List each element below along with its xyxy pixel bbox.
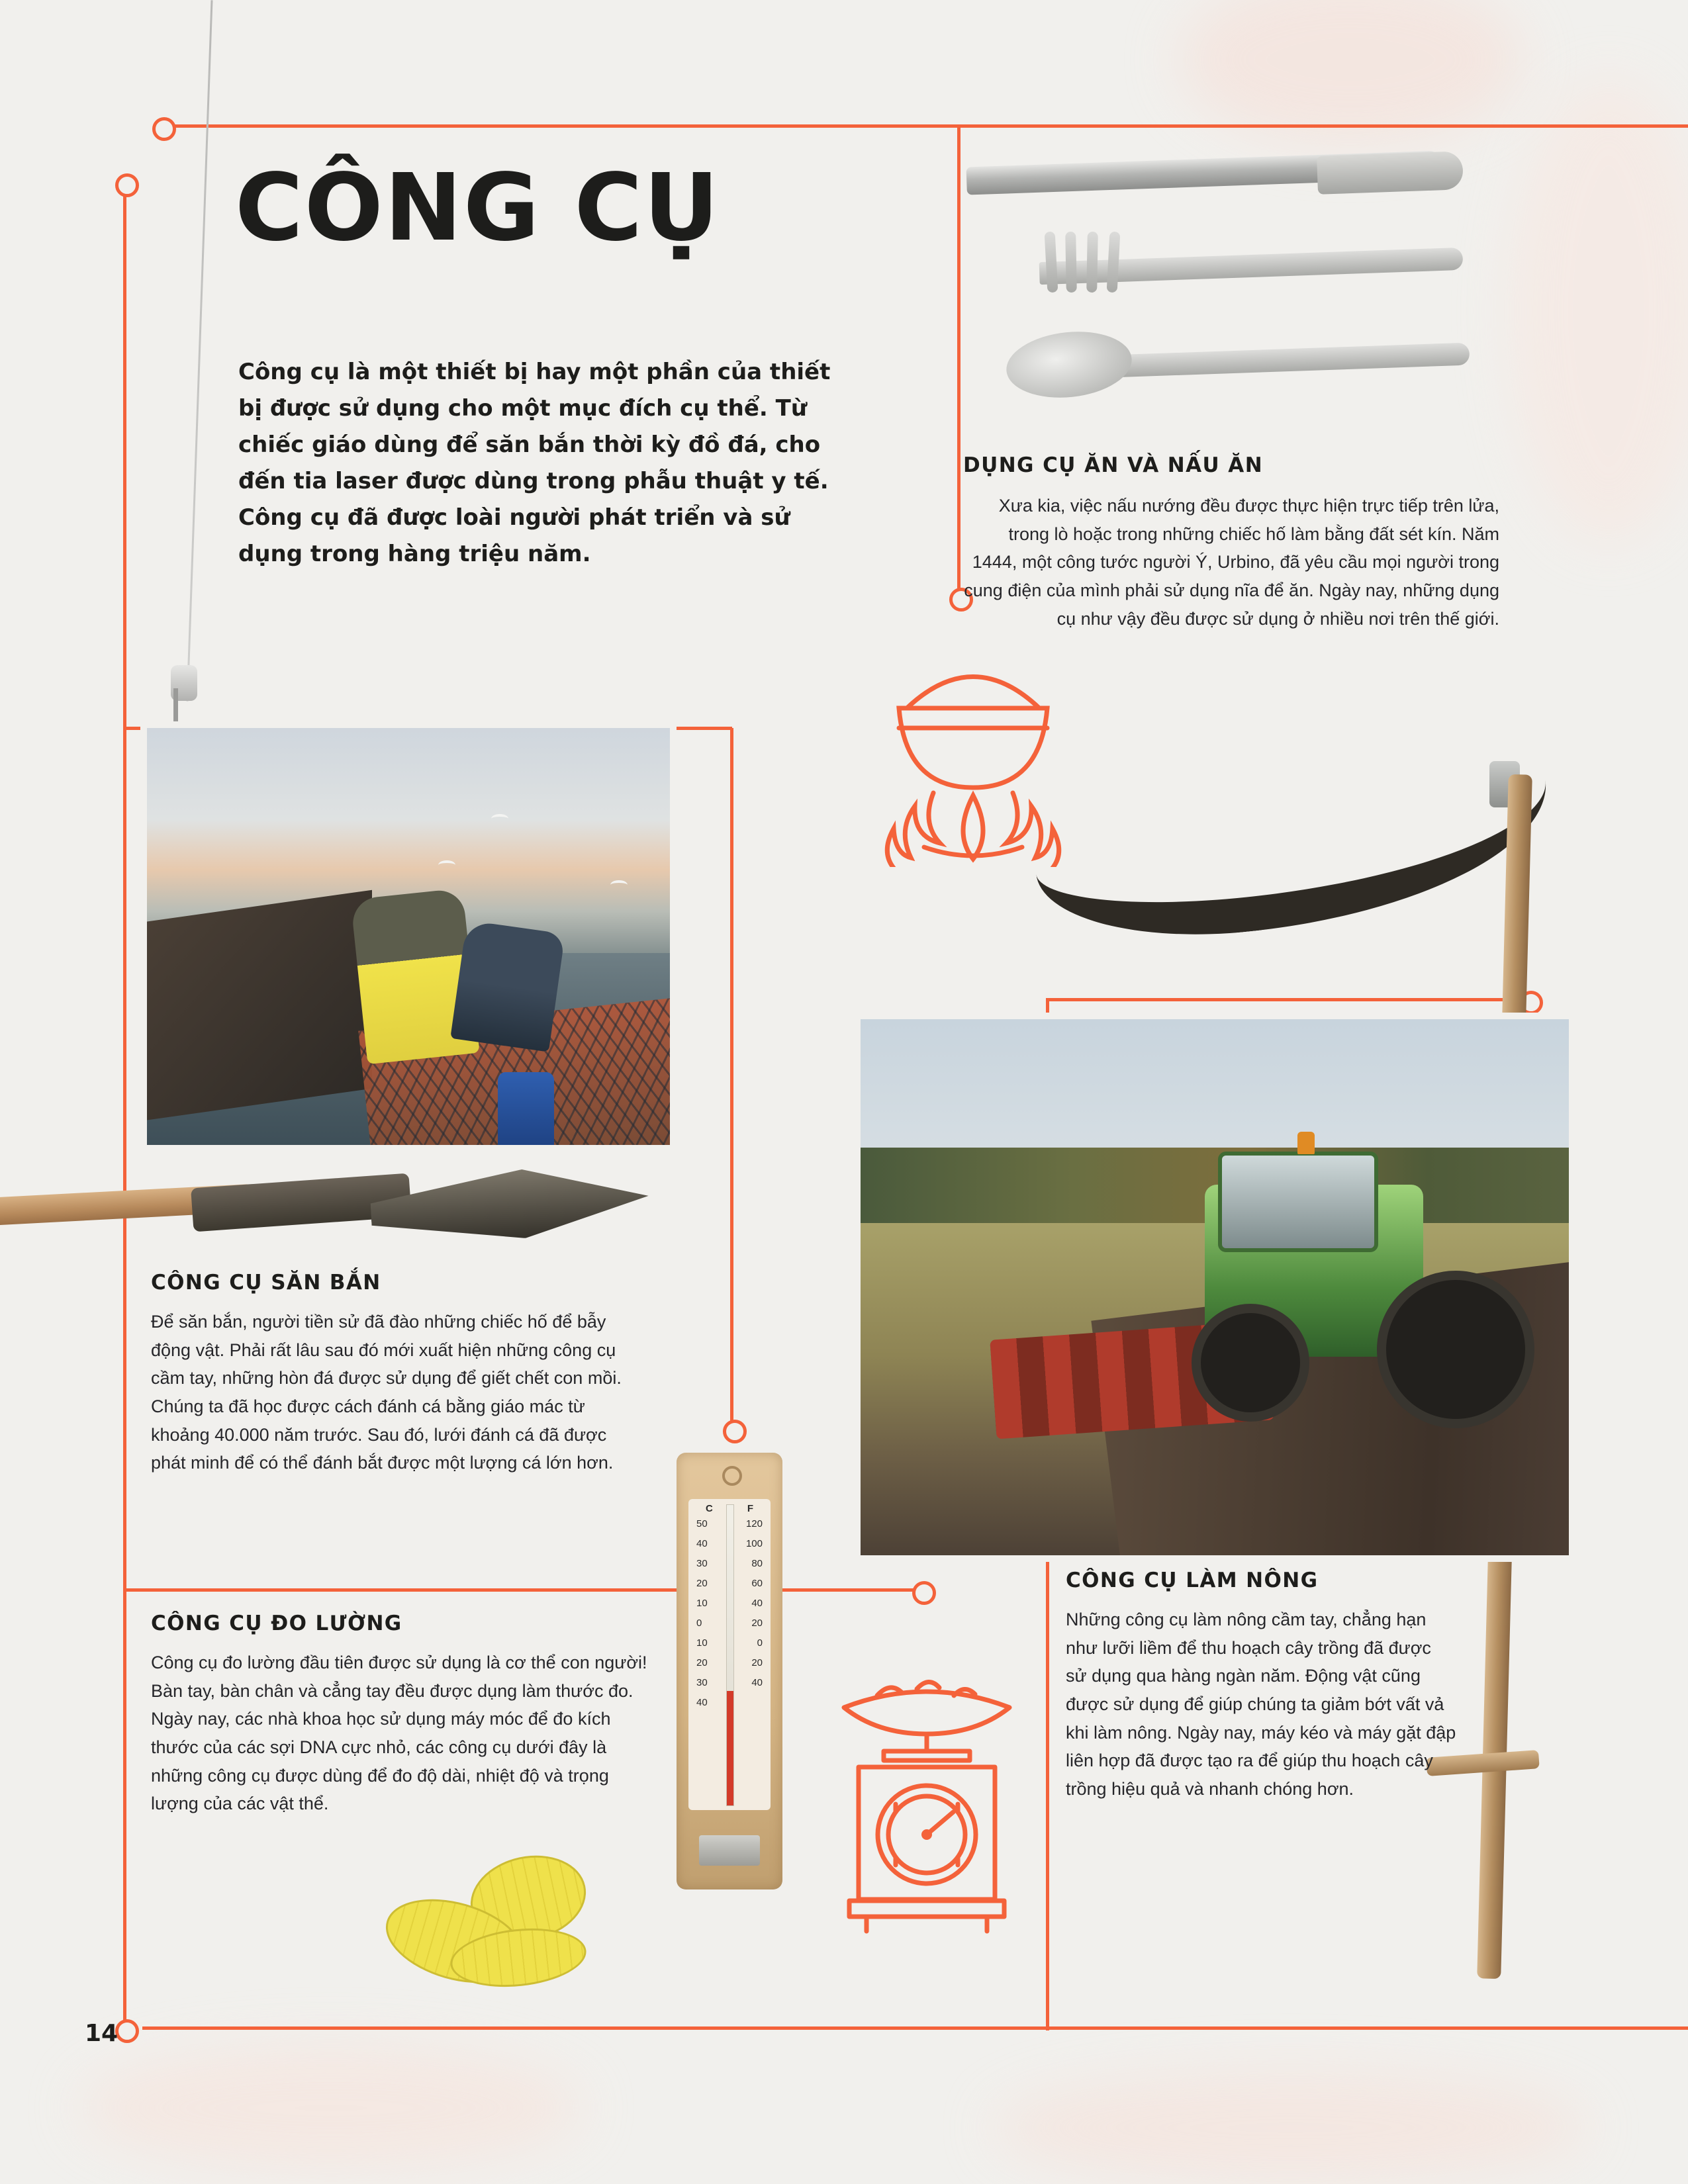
thermometer [677, 1453, 782, 1889]
page-title: CÔNG CỤ [235, 154, 721, 262]
frame-dot-left-upper [115, 173, 139, 197]
frame-dot-measuring [912, 1581, 936, 1605]
tractor-cab [1218, 1152, 1378, 1252]
section-farming [1066, 1569, 1456, 1803]
frame-line-top [169, 124, 1688, 128]
hunting-body: Để săn bắn, người tiền sử đã đào những chiếc hố để bẫy động vật. Phải rất lâu sau đó mới xuất hiện những công cụ cầm tay, những hòn đá được sử dụng để giết chết con mồi. Chúng ta đã học được cách đánh cá bằng giáo mác từ khoảng 40.000 năm trước. Sau đó, lưới đánh cá đã được phát minh để có thể đánh bắt được một lượng cá lớn hơn. [151, 1312, 622, 1473]
seagull-icon [438, 860, 455, 870]
page-number: 14 [85, 2020, 118, 2047]
fahrenheit-tick: 20 [751, 1657, 763, 1668]
measuring-body: Công cụ đo lường đầu tiên được sử dụng là cơ thể con người! Bàn tay, bàn chân và cẳng tay đều được dụng làm thước đo. Ngày nay, các nhà khoa học sử dụng máy móc để đo kích thước của các sợi DNA cực nhỏ, các công cụ dưới đây là những công cụ được dùng để đo độ dài, nhiệt độ và trọng lượng của các vật thể. [151, 1653, 647, 1814]
celsius-tick: 30 [696, 1677, 708, 1688]
celsius-tick: 20 [696, 1578, 708, 1589]
tractor-rear-wheel [1377, 1271, 1534, 1428]
frame-line-measuring [123, 1588, 921, 1592]
celsius-tick: 0 [696, 1617, 702, 1629]
section-measuring [151, 1612, 654, 1818]
cutlery-heading: DỤNG CỤ ĂN VÀ NẤU ĂN [963, 453, 1264, 477]
spear-photo [0, 1165, 682, 1251]
frame-line-center [730, 728, 733, 1426]
celsius-tick: 10 [696, 1637, 708, 1649]
frame-dot-center-bottom [723, 1420, 747, 1443]
background-wash [1178, 0, 1523, 146]
fahrenheit-tick: 40 [751, 1598, 763, 1609]
spear-head [369, 1163, 651, 1246]
tractor-front-wheel [1192, 1304, 1309, 1422]
cutlery-photo [947, 139, 1489, 424]
celsius-tick: 40 [696, 1697, 708, 1708]
seagull-icon [491, 814, 508, 823]
celsius-tick-list [696, 1518, 708, 1708]
farming-heading: CÔNG CỤ LÀM NÔNG [1066, 1569, 1319, 1592]
frame-line-farming-top [1046, 998, 1536, 1001]
tape-measure-photo [371, 1850, 589, 1995]
farming-body: Những công cụ làm nông cầm tay, chẳng hạn như lưỡi liềm để thu hoạch cây trồng đã được sử dụng qua hàng ngàn năm. Động vật cũng được sử dụng để giúp chúng ta giảm bớt vất vả khi làm nông. Ngày nay, máy kéo và máy gặt đập liên hợp đã được tạo ra để giúp thu hoạch cây trồng hiệu quả và nhanh chóng hơn. [1066, 1610, 1456, 1799]
fishermen-photo [147, 728, 670, 1145]
thermometer-foot [699, 1835, 760, 1866]
fahrenheit-tick: 120 [745, 1518, 763, 1529]
fork-tine [1065, 232, 1077, 293]
fahrenheit-tick: 0 [757, 1637, 763, 1649]
seagull-icon [610, 880, 628, 889]
fahrenheit-tick: 20 [751, 1617, 763, 1629]
frame-line-left [123, 189, 126, 2035]
background-wash [79, 2045, 583, 2171]
spoon-handle [1072, 343, 1470, 379]
frame-dot-bottom-left [115, 2019, 139, 2043]
tractor-photo [861, 1019, 1569, 1555]
fork-tine [1086, 232, 1098, 293]
knife-handle [1317, 151, 1464, 195]
intro-paragraph: Công cụ là một thiết bị hay một phần của thiết bị được sử dụng cho một mục đích cụ thể. Từ chiếc giáo dùng để săn bắn thời kỳ đồ đá, cho đến tia laser được dùng trong phẫu thuật y tế. Công cụ đã được loài người phát triển và sử dụng trong hàng triệu năm. [238, 359, 831, 568]
fishing-line [187, 0, 213, 701]
blue-buoy [498, 1072, 554, 1145]
background-wash [993, 2071, 1589, 2184]
celsius-tick: 20 [696, 1657, 708, 1668]
thermometer-unit-fahrenheit: F [747, 1503, 753, 1514]
boat-hull [147, 890, 372, 1122]
thermometer-mercury [727, 1691, 733, 1805]
frame-line-bottom [142, 2026, 1688, 2030]
section-cutlery [963, 453, 1499, 633]
fahrenheit-tick: 60 [751, 1578, 763, 1589]
fahrenheit-tick: 80 [751, 1558, 763, 1569]
fork-tine [1107, 232, 1121, 293]
background-wash [1509, 79, 1688, 543]
cutlery-body: Xưa kia, việc nấu nướng đều được thực hiện trực tiếp trên lửa, trong lò hoặc trong những chiếc hố làm bằng đất sét kín. Năm 1444, một công tước người Ý, Urbino, đã yêu cầu mọi người trong cung điện của mình phải sử dụng nĩa để ăn. Ngày nay, những dụng cụ như vậy đều được sử dụng ở nhiều nơi trên thế giới. [964, 496, 1499, 629]
fahrenheit-tick-list [746, 1518, 763, 1708]
kitchen-scale-illustration [818, 1655, 1036, 1939]
thermometer-unit-celsius: C [705, 1503, 713, 1514]
section-hunting [151, 1271, 644, 1477]
celsius-tick: 30 [696, 1558, 708, 1569]
celsius-tick: 40 [696, 1538, 708, 1549]
fork-tine [1045, 232, 1058, 293]
thermometer-tube [726, 1504, 734, 1806]
frame-dot-top-left [152, 117, 176, 141]
celsius-tick: 10 [696, 1598, 708, 1609]
thermometer-hang-hole [722, 1466, 742, 1486]
celsius-tick: 50 [696, 1518, 708, 1529]
fork-handle [1039, 248, 1464, 285]
fisherman-blue [450, 920, 565, 1052]
hunting-heading: CÔNG CỤ SĂN BẮN [151, 1271, 381, 1295]
fahrenheit-tick: 40 [751, 1677, 763, 1688]
measuring-heading: CÔNG CỤ ĐO LƯỜNG [151, 1612, 402, 1635]
spoon-bowl [1003, 326, 1135, 403]
tractor-beacon [1297, 1132, 1315, 1154]
scythe-blade [1023, 702, 1558, 953]
fahrenheit-tick: 100 [745, 1538, 763, 1549]
